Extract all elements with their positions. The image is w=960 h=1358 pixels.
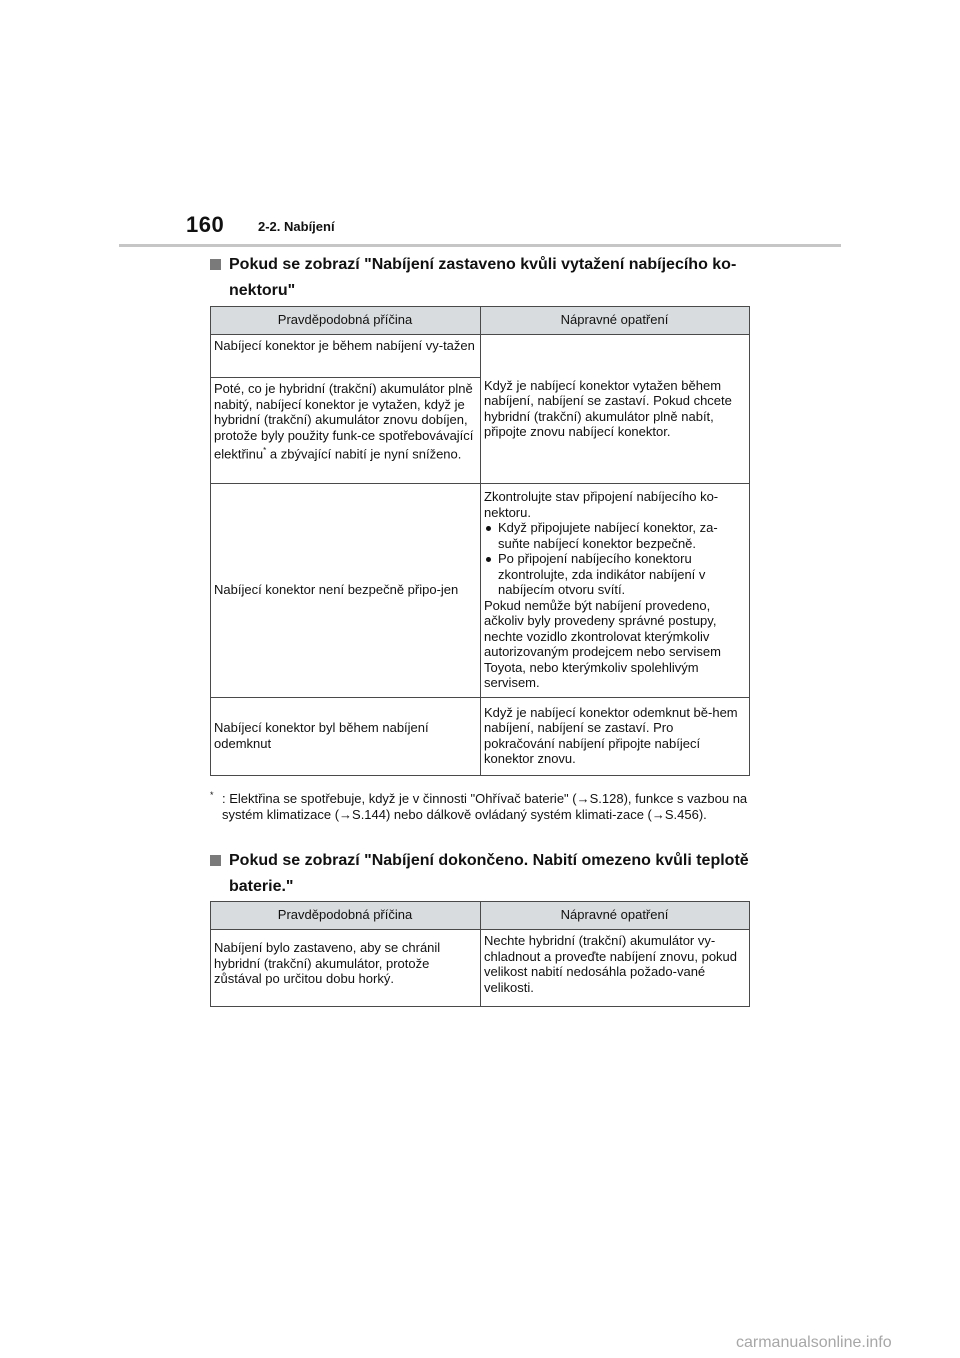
cause-cell — [211, 930, 481, 1007]
section1-heading — [210, 252, 755, 304]
list-item — [484, 551, 745, 598]
watermark: carmanualsonline.info — [736, 1334, 892, 1351]
action-cell — [481, 930, 750, 1007]
cause-table-2 — [210, 901, 750, 1007]
header-cause: Pravděpodobná příčina — [211, 307, 481, 335]
action-bullet-list — [484, 520, 745, 598]
cause-table-1 — [210, 306, 750, 776]
footnote-marker: * — [263, 446, 267, 455]
cause-text: Nabíjecí konektor není bezpečně připo-jen — [214, 582, 459, 597]
table-header-row — [211, 307, 750, 335]
cause-text: Nabíjecí konektor je během nabíjení vy-tažen — [214, 338, 475, 353]
page-number: 160 — [186, 212, 225, 237]
bullet-text: Když připojujete nabíjecí konektor, za-suňte nabíjecí konektor bezpečně. — [498, 520, 718, 551]
heading-square-icon — [210, 855, 221, 866]
table-header-row — [211, 902, 750, 930]
table-row — [211, 335, 750, 378]
cause-cell — [211, 378, 481, 484]
footnote — [210, 791, 755, 823]
footnote-mark: * — [210, 790, 214, 800]
action-text: Když je nabíjecí konektor vytažen během nabíjení, nabíjení se zastaví. Pokud chcete hybridní (trakční) akumulátor plně nabít, připojte znovu nabíjecí konektor. — [484, 377, 732, 439]
cause-cell — [211, 335, 481, 378]
footnote-text: : Elektřina se spotřebuje, když je v činnosti "Ohřívač baterie" (→S.128), funkce s vazbou na systém klimatizace (→S.144) nebo dálkově ovládaný systém klimati-zace (→S.456). — [222, 791, 748, 822]
action-cell — [481, 335, 750, 484]
bullet-text: Po připojení nabíjecího konektoru zkontrolujte, zda indikátor nabíjení v nabíjecím otvoru svítí. — [498, 551, 706, 597]
cause-text-a: Poté, co je hybridní (trakční) akumulátor plně nabitý, nabíjecí konektor je vytažen, když je hybridní (trakční) akumulátor znovu dobíjen, protože byly použity funk-ce spotřebovávající elektřinu — [214, 381, 474, 462]
section1-title: Pokud se zobrazí "Nabíjení zastaveno kvůli vytažení nabíjecího ko-nektoru" — [229, 256, 737, 299]
section2-heading — [210, 848, 755, 900]
table-row — [211, 484, 750, 698]
action-intro: Zkontrolujte stav připojení nabíjecího ko-nektoru. — [484, 489, 719, 520]
cause-text: Nabíjecí konektor byl během nabíjení odemknut — [214, 720, 429, 751]
bullet-icon — [486, 526, 491, 531]
heading-square-icon — [210, 259, 221, 270]
list-item — [484, 520, 745, 551]
section2-title: Pokud se zobrazí "Nabíjení dokončeno. Nabití omezeno kvůli teplotě baterie." — [229, 852, 749, 895]
header-rule — [119, 244, 841, 247]
header-action: Nápravné opatření — [481, 902, 750, 930]
cause-text-b: a zbývající nabití je nyní sníženo. — [266, 446, 462, 462]
cause-cell — [211, 484, 481, 698]
bullet-icon — [486, 557, 491, 562]
action-outro: Pokud nemůže být nabíjení provedeno, ačkoliv byly provedeny správné postupy, nechte vozidlo zkontrolovat kterýmkoliv autorizovaným prodejcem nebo servisem Toyota, nebo kterýmkoliv spolehlivým servisem. — [484, 597, 721, 690]
action-cell — [481, 484, 750, 698]
table-row — [211, 697, 750, 775]
action-text: Nechte hybridní (trakční) akumulátor vy-chladnout a proveďte nabíjení znovu, pokud velikost nabití nedosáhla požado-vané velikosti. — [484, 933, 738, 995]
cause-cell — [211, 697, 481, 775]
header-cause: Pravděpodobná příčina — [211, 902, 481, 930]
section-label: 2-2. Nabíjení — [258, 219, 335, 234]
action-cell — [481, 697, 750, 775]
table-row — [211, 930, 750, 1007]
header-action: Nápravné opatření — [481, 307, 750, 335]
action-text: Když je nabíjecí konektor odemknut bě-hem nabíjení, nabíjení se zastaví. Pro pokračování nabíjení připojte nabíjecí konektor znovu. — [484, 704, 738, 766]
cause-text: Nabíjení bylo zastaveno, aby se chránil hybridní (trakční) akumulátor, protože zůstával po určitou dobu horký. — [214, 940, 441, 986]
